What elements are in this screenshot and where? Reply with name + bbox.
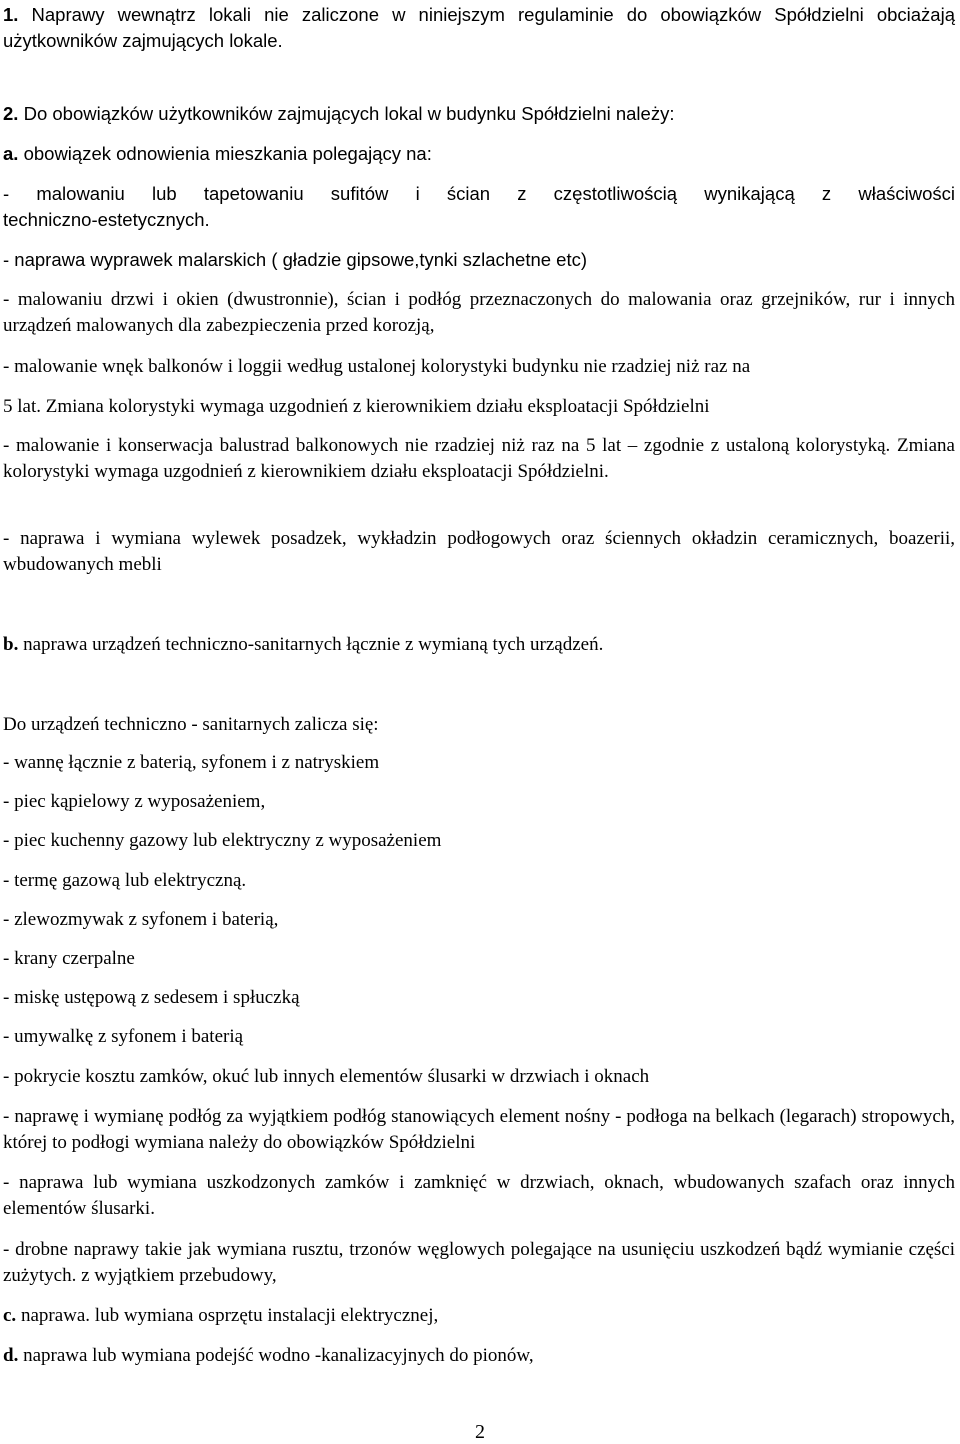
paragraph-number: 2. (3, 103, 19, 124)
paragraph-1 (3, 2, 955, 54)
list-item: - malowanie i konserwacja balustrad balkonowych nie rzadziej niż raz na 5 lat – zgodnie z ustaloną kolorystyką. Zmiana kolorystyki wymaga uzgodnień z kierownikiem działu eksploatacji Spółdzielni. (3, 435, 955, 482)
section-letter: d. (3, 1345, 19, 1366)
section-letter: c. (3, 1305, 17, 1326)
list-item: - miskę ustępową z sedesem i spłuczką (3, 987, 300, 1008)
list-item: - naprawa i wymiana wylewek posadzek, wykładzin podłogowych oraz ściennych okładzin ceramicznych, boazerii, wbudowanych mebli (3, 528, 955, 575)
list-item: - drobne naprawy takie jak wymiana rusztu, trzonów węglowych polegające na usunięciu uszkodzeń bądź wymianie części zużytych. z wyjątkiem przebudowy, (3, 1239, 955, 1286)
list-item: - naprawę i wymianę podłóg za wyjątkiem podłóg stanowiących element nośny - podłoga na belkach (legarach) stropowych, której to podłogi wymiana należy do obowiązków Spółdzielni (3, 1106, 955, 1153)
page-number: 2 (475, 1421, 485, 1443)
paragraph-text: Do obowiązków użytkowników zajmujących lokal w budynku Spółdzielni należy: (18, 103, 675, 124)
list-item-continuation: techniczno-estetycznych. (3, 209, 210, 230)
section-b-heading (3, 632, 955, 658)
section-c-item (3, 1303, 955, 1329)
list-item: - pokrycie kosztu zamków, okuć lub innych elementów ślusarki w drzwiach i oknach (3, 1066, 650, 1087)
list-item: 5 lat. Zmiana kolorystyki wymaga uzgodnień z kierownikiem działu eksploatacji Spółdzielni (3, 396, 710, 417)
section-title: naprawa. lub wymiana osprzętu instalacji elektrycznej, (16, 1305, 439, 1326)
paragraph-text: Naprawy wewnątrz lokali nie zaliczone w niniejszym regulaminie do obowiązków Spółdzielni obciażają użytkowników zajmujących lokale. (3, 4, 955, 51)
section-a-heading (3, 141, 955, 167)
list-item: - malowaniu drzwi i okien (dwustronnie), ścian i podłóg przeznaczonych do malowania oraz grzejników, rur i innych urządzeń malowanych dla zabezpieczenia przed korozją, (3, 289, 955, 336)
list-item: - piec kąpielowy z wyposażeniem, (3, 791, 266, 812)
list-item: - krany czerpalne (3, 948, 135, 969)
list-item: - naprawa lub wymiana uszkodzonych zamków i zamknięć w drzwiach, oknach, wbudowanych szafach oraz innych elementów ślusarki. (3, 1172, 955, 1219)
section-letter: a. (3, 143, 19, 164)
section-letter: b. (3, 634, 19, 655)
list-item: - umywalkę z syfonem i baterią (3, 1026, 244, 1047)
paragraph-number: 1. (3, 4, 19, 25)
section-title: naprawa lub wymiana podejść wodno -kanalizacyjnych do pionów, (18, 1345, 534, 1366)
list-item: - wannę łącznie z baterią, syfonem i z natryskiem (3, 752, 380, 773)
section-title: naprawa urządzeń techniczno-sanitarnych łącznie z wymianą tych urządzeń. (18, 634, 604, 655)
section-d-item (3, 1343, 955, 1369)
list-item: - naprawa wyprawek malarskich ( gładzie gipsowe,tynki szlachetne etc) (3, 249, 588, 270)
list-item: - malowaniu lub tapetowaniu sufitów i ścian z częstotliwością wynikającą z właściwości (3, 183, 955, 204)
list-item: - malowanie wnęk balkonów i loggii według ustalonej kolorystyki budynku nie rzadziej niż raz na (3, 356, 751, 377)
list-item: - zlewozmywak z syfonem i baterią, (3, 909, 279, 930)
section-intro: Do urządzeń techniczno - sanitarnych zalicza się: (3, 714, 379, 735)
list-item: - termę gazową lub elektryczną. (3, 870, 247, 891)
paragraph-2 (3, 101, 955, 127)
section-title: obowiązek odnowienia mieszkania polegający na: (18, 143, 432, 164)
list-item: - piec kuchenny gazowy lub elektryczny z wyposażeniem (3, 830, 442, 851)
